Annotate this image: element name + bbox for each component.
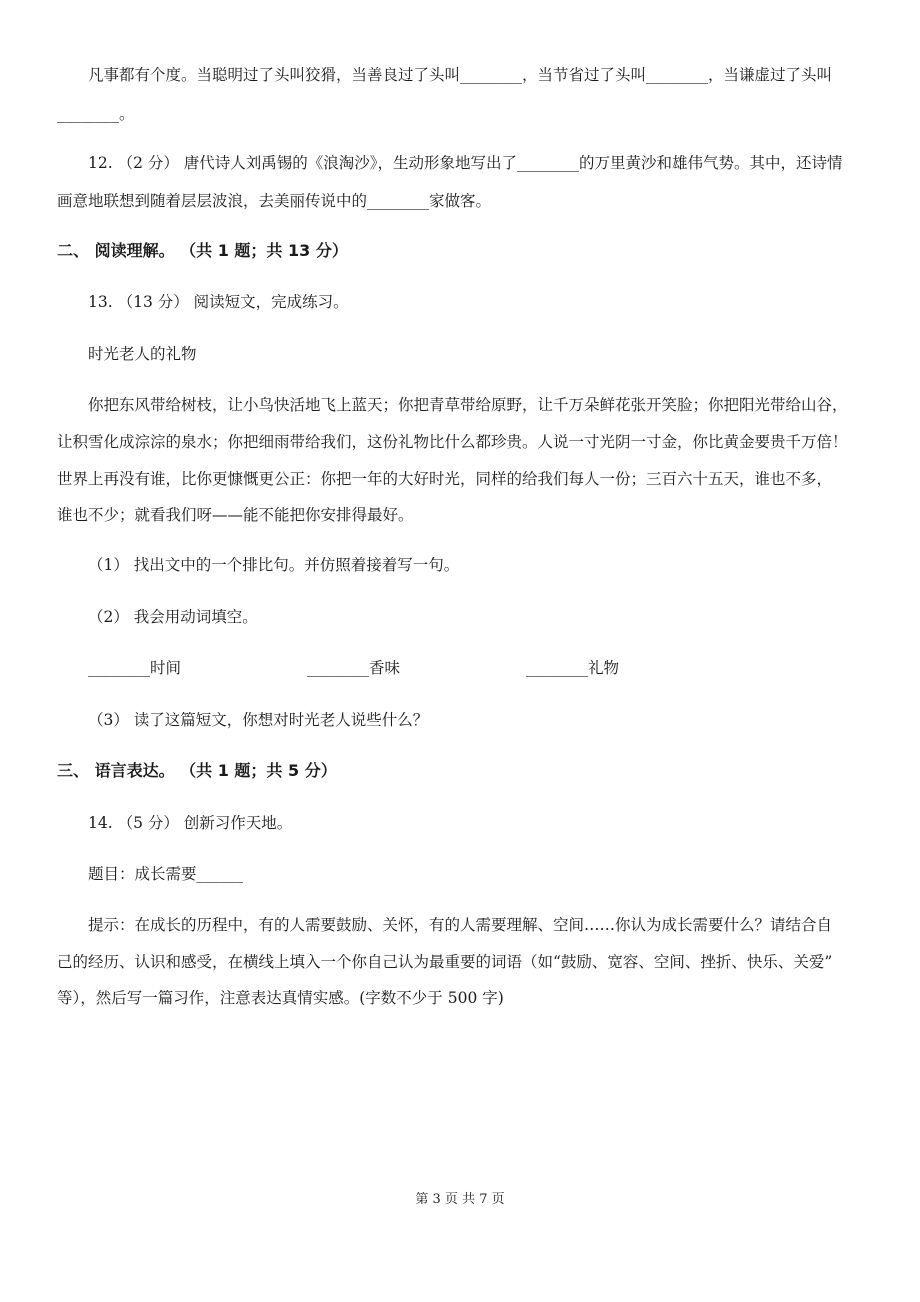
passage-line-1: 你把东风带给树枝，让小鸟快活地飞上蓝天；你把青草带给原野，让千万朵鲜花张开笑脸；你把阳光带给山谷，: [88, 396, 848, 414]
section-2-heading: 二、 阅读理解。 （共 1 题；共 13 分）: [57, 241, 348, 260]
hint-line-1: 提示：在成长的历程中，有的人需要鼓励、关怀，有的人需要理解、空间……你认为成长需要什么？请结合自: [88, 916, 833, 934]
q11-line-1: 凡事都有个度。当聪明过了头叫狡猾，当善良过了头叫________，当节省过了头叫________，当谦虚过了头叫: [88, 66, 833, 84]
q14-title: 14. （5 分） 创新习作天地。: [88, 814, 293, 832]
passage-line-2: 让积雪化成淙淙的泉水；你把细雨带给我们，这份礼物比什么都珍贵。人说一寸光阴一寸金，你比黄金要贵千万倍！: [57, 433, 848, 451]
q11-line-2: ________。: [57, 105, 135, 123]
passage-line-3: 世界上再没有谁，比你更慷慨更公正：你把一年的大好时光，同样的给我们每人一份；三百六十五天，谁也不多，: [57, 470, 833, 488]
fill-blank-1: ________时间: [88, 659, 182, 677]
q13-title: 13. （13 分） 阅读短文，完成练习。: [88, 293, 349, 311]
passage-title: 时光老人的礼物: [88, 345, 197, 363]
q12-line-2: 画意地联想到随着层层波浪，去美丽传说中的________家做客。: [57, 192, 492, 210]
q13-sub-2: （2） 我会用动词填空。: [88, 608, 258, 626]
q13-sub-1: （1） 找出文中的一个排比句。并仿照着接着写一句。: [88, 556, 460, 574]
q12-line-1: 12. （2 分） 唐代诗人刘禹锡的《浪淘沙》，生动形象地写出了________的万里黄沙和雄伟气势。其中，还诗情: [88, 154, 843, 172]
fill-blank-3: ________礼物: [526, 659, 620, 677]
passage-line-4: 谁也不少；就看我们呀——能不能把你安排得最好。: [57, 506, 414, 524]
page-footer: 第 3 页 共 7 页: [415, 1192, 505, 1207]
hint-line-2: 己的经历、认识和感受，在横线上填入一个你自己认为最重要的词语（如“鼓励、宽容、空间、挫折、快乐、关爱”: [57, 953, 833, 971]
section-3-heading: 三、 语言表达。 （共 1 题；共 5 分）: [57, 761, 337, 780]
hint-line-3: 等），然后写一篇习作，注意表达真情实感。(字数不少于 500 字): [57, 989, 504, 1007]
fill-blank-2: ________香味: [307, 659, 401, 677]
q13-sub-3: （3） 读了这篇短文，你想对时光老人说些什么？: [88, 711, 429, 729]
essay-topic: 题目：成长需要______: [88, 865, 244, 883]
